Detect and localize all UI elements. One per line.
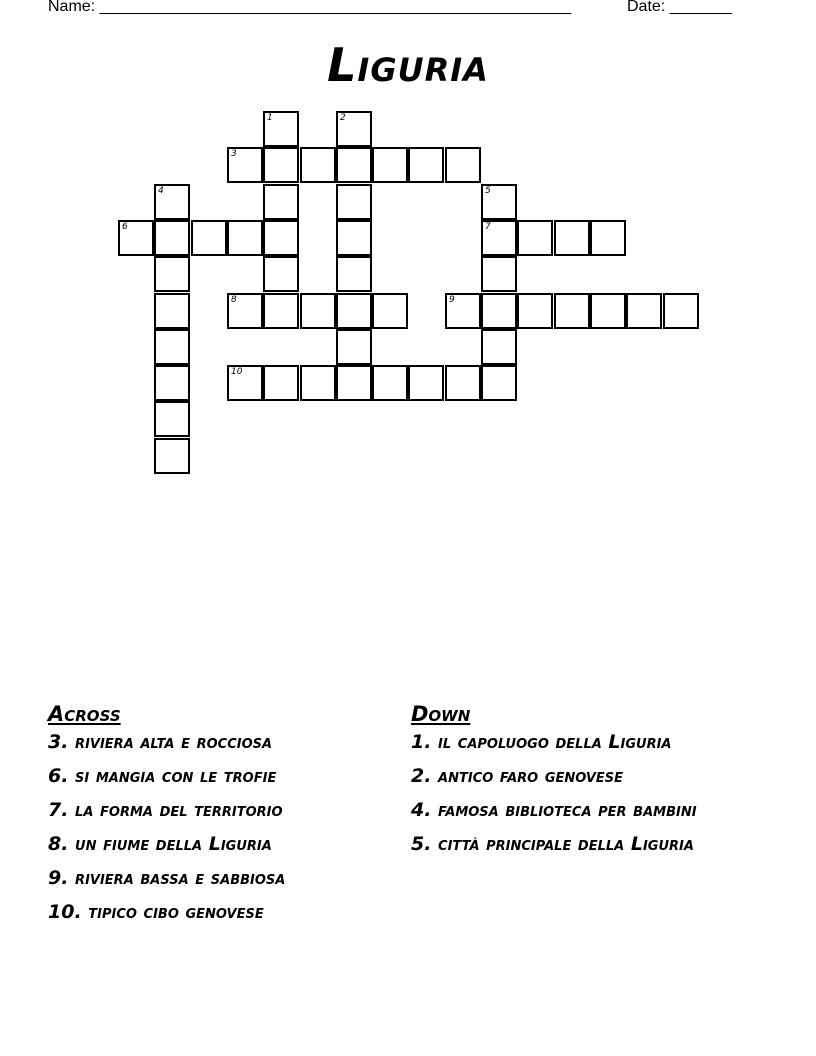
across-clues — [48, 702, 388, 934]
grid-cell[interactable] — [154, 438, 190, 474]
grid-cell[interactable] — [372, 293, 408, 329]
grid-cell[interactable] — [263, 111, 299, 147]
grid-cell[interactable] — [336, 184, 372, 220]
grid-cell[interactable] — [481, 256, 517, 292]
across-clue-3: 3. riviera alta e rocciosa — [48, 731, 273, 753]
grid-cell[interactable] — [336, 293, 372, 329]
grid-cell[interactable] — [445, 365, 481, 401]
grid-cell[interactable] — [481, 184, 517, 220]
across-heading: Across — [48, 702, 121, 726]
across-clue-8: 8. un fiume della Liguria — [48, 833, 272, 855]
grid-cell[interactable] — [336, 111, 372, 147]
down-heading: Down — [411, 702, 471, 726]
crossword-grid — [0, 0, 816, 500]
down-clue-1: 1. il capoluogo della Liguria — [411, 731, 672, 753]
grid-cell[interactable] — [227, 293, 263, 329]
grid-cell[interactable] — [590, 293, 626, 329]
grid-cell[interactable] — [263, 147, 299, 183]
name-field[interactable]: Name: _____________________________________________________ — [48, 0, 572, 15]
grid-cell[interactable] — [300, 365, 336, 401]
grid-cell[interactable] — [263, 184, 299, 220]
grid-cell[interactable] — [300, 293, 336, 329]
grid-cell[interactable] — [154, 329, 190, 365]
grid-cell[interactable] — [227, 220, 263, 256]
grid-cell[interactable] — [481, 365, 517, 401]
grid-cell[interactable] — [263, 220, 299, 256]
clue-number: 2 — [340, 113, 346, 123]
grid-cell[interactable] — [154, 256, 190, 292]
clue-number: 9 — [449, 295, 455, 305]
grid-cell[interactable] — [336, 365, 372, 401]
grid-cell[interactable] — [191, 220, 227, 256]
grid-cell[interactable] — [263, 365, 299, 401]
grid-cell[interactable] — [336, 256, 372, 292]
grid-cell[interactable] — [408, 147, 444, 183]
clue-number: 6 — [122, 222, 128, 232]
across-clue-9: 9. riviera bassa e sabbiosa — [48, 867, 286, 889]
clue-number: 7 — [485, 222, 491, 232]
grid-cell[interactable] — [554, 220, 590, 256]
across-clue-10: 10. tipico cibo genovese — [48, 901, 264, 923]
grid-cell[interactable] — [154, 401, 190, 437]
grid-cell[interactable] — [481, 329, 517, 365]
grid-cell[interactable] — [263, 256, 299, 292]
across-clue-7: 7. la forma del territorio — [48, 799, 283, 821]
grid-cell[interactable] — [590, 220, 626, 256]
grid-cell[interactable] — [154, 365, 190, 401]
clue-number: 4 — [158, 186, 164, 196]
down-clue-4: 4. famosa biblioteca per bambini — [411, 799, 697, 821]
clue-number: 1 — [267, 113, 273, 123]
grid-cell[interactable] — [481, 293, 517, 329]
clue-number: 3 — [231, 149, 237, 159]
grid-cell[interactable] — [336, 329, 372, 365]
grid-cell[interactable] — [336, 220, 372, 256]
date-field[interactable]: Date: _______ — [627, 0, 732, 15]
grid-cell[interactable] — [263, 293, 299, 329]
grid-cell[interactable] — [626, 293, 662, 329]
grid-cell[interactable] — [372, 365, 408, 401]
clue-number: 5 — [485, 186, 491, 196]
down-clues — [411, 702, 751, 866]
across-clue-6: 6. si mangia con le trofie — [48, 765, 277, 787]
grid-cell[interactable] — [154, 184, 190, 220]
grid-cell[interactable] — [118, 220, 154, 256]
down-clue-5: 5. città principale della Liguria — [411, 833, 694, 855]
grid-cell[interactable] — [227, 365, 263, 401]
grid-cell[interactable] — [663, 293, 699, 329]
grid-cell[interactable] — [154, 293, 190, 329]
grid-cell[interactable] — [154, 220, 190, 256]
page-title: Liguria — [327, 38, 489, 92]
grid-cell[interactable] — [445, 293, 481, 329]
grid-cell[interactable] — [554, 293, 590, 329]
grid-cell[interactable] — [517, 220, 553, 256]
grid-cell[interactable] — [300, 147, 336, 183]
down-clue-2: 2. antico faro genovese — [411, 765, 624, 787]
clue-number: 10 — [231, 367, 243, 377]
grid-cell[interactable] — [517, 293, 553, 329]
grid-cell[interactable] — [408, 365, 444, 401]
grid-cell[interactable] — [372, 147, 408, 183]
grid-cell[interactable] — [336, 147, 372, 183]
grid-cell[interactable] — [227, 147, 263, 183]
clue-number: 8 — [231, 295, 237, 305]
grid-cell[interactable] — [445, 147, 481, 183]
grid-cell[interactable] — [481, 220, 517, 256]
